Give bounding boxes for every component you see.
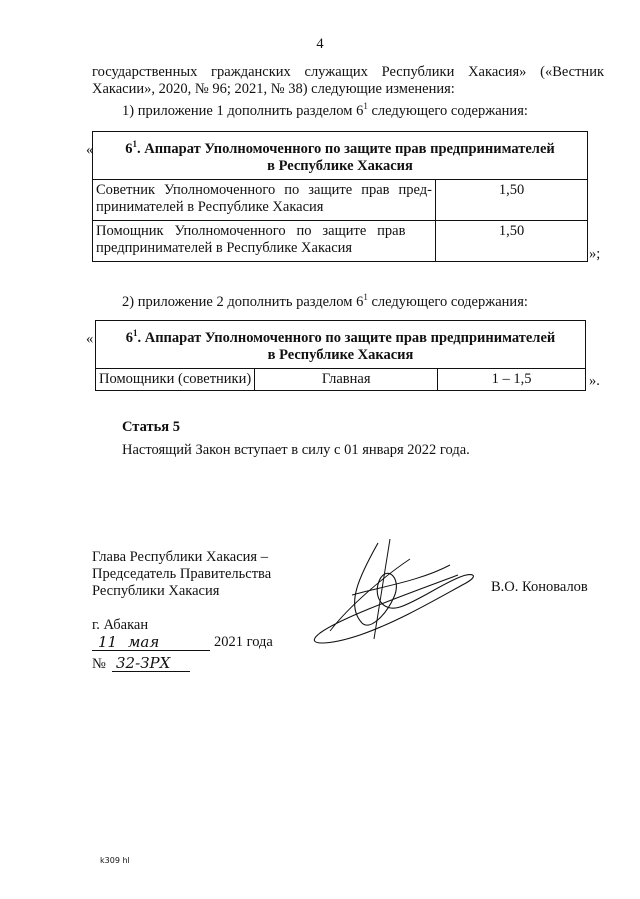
table-cell-value: 1 – 1,5	[438, 368, 586, 390]
intro-paragraph	[92, 64, 604, 98]
close-quote-1: »;	[589, 246, 601, 262]
table-row	[96, 368, 586, 390]
law-number: 32-ЗРХ	[112, 654, 190, 674]
item-1-text: 1) приложение 1 дополнить разделом $6^1$ следующего содержания:	[122, 101, 528, 119]
table-2-header: $6^1$. Аппарат Уполномоченного по защите прав предпринимателей в Республике Хакасия	[96, 321, 586, 369]
date-day: 11	[98, 633, 118, 651]
intro-line-1: государственных гражданских служащих Республики Хакасия» («Вестник	[92, 64, 604, 80]
table-appendix-1	[92, 131, 588, 262]
place-city: г. Абакан	[92, 617, 149, 633]
page-number: 4	[316, 36, 324, 52]
table-1-header: $6^1$. Аппарат Уполномоченного по защите прав предпринимателей в Республике Хакасия	[93, 132, 588, 180]
table-row	[93, 220, 588, 261]
footer-code: k309 hl	[100, 856, 130, 865]
intro-line-2: Хакасии», 2020, № 96; 2021, № 38) следующие изменения:	[92, 81, 455, 97]
date-day-month	[92, 634, 210, 652]
table-cell-position: Помощник Уполномоченного по защите прав предпринимателей в Республике Хакасия	[93, 220, 436, 261]
table-cell-position: Советник Уполномоченного по защите прав пред- принимателей в Республике Хакасия	[93, 179, 436, 220]
open-quote-2: «	[86, 331, 94, 347]
number-label: №	[92, 656, 106, 672]
article-text: Настоящий Закон вступает в силу с 01 января 2022 года.	[122, 442, 470, 458]
signatory-title: Глава Республики Хакасия – Председатель Правительства Республики Хакасия	[92, 549, 272, 599]
item-2-text: 2) приложение 2 дополнить разделом $6^1$ следующего содержания:	[122, 292, 528, 310]
article-title: Статья 5	[122, 419, 180, 435]
table-cell-position: Помощники (советники)	[96, 368, 255, 390]
table-cell-value: 1,50	[436, 179, 588, 220]
handwritten-signature	[290, 535, 490, 655]
date-year: 2021 года	[214, 634, 273, 650]
table-appendix-2	[95, 320, 586, 391]
table-cell-value: 1,50	[436, 220, 588, 261]
open-quote-1: «	[86, 142, 94, 158]
table-row	[93, 179, 588, 220]
signatory-name: В.О. Коновалов	[491, 579, 588, 595]
date-month: мая	[128, 633, 160, 651]
close-quote-2: ».	[589, 373, 600, 389]
table-cell-group: Главная	[255, 368, 438, 390]
